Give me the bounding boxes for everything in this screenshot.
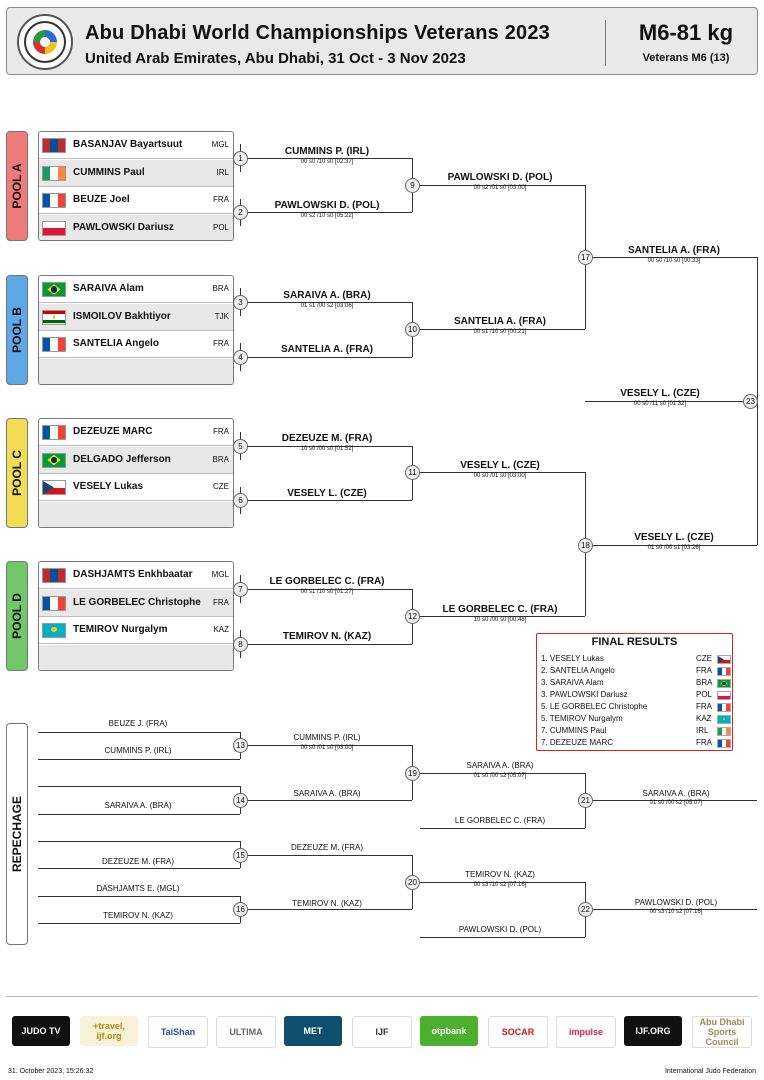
- final-result-row: [541, 714, 729, 726]
- match-number: 17: [578, 250, 593, 265]
- empty-row: [39, 645, 233, 672]
- player-row: [39, 562, 233, 589]
- player-country: FRA: [213, 195, 229, 204]
- flag-irl-icon: [42, 166, 66, 181]
- bracket-line: [38, 759, 240, 760]
- match-17-winner: SANTELIA A. (FRA): [627, 245, 721, 256]
- result-country: IRL: [696, 726, 709, 735]
- result-country: FRA: [696, 738, 712, 747]
- match-11-winner: VESELY L. (CZE): [460, 460, 540, 471]
- player-row: [39, 215, 233, 242]
- match-5-score: 10 s0 /00 s0 [01:52]: [300, 446, 354, 452]
- match-2-score: 00 s2 /10 s0 [05:22]: [300, 213, 354, 219]
- bracket-line: [420, 937, 585, 938]
- player-row: [39, 304, 233, 331]
- match-number: 22: [578, 902, 593, 917]
- flag-cze-icon: [717, 655, 731, 664]
- final-result-row: [541, 654, 729, 666]
- bracket-line: [38, 868, 240, 869]
- match-23-winner: VESELY L. (CZE): [620, 388, 700, 399]
- rep-21-bottom-name: LE GORBELEC C. (FRA): [454, 816, 546, 825]
- flag-fra-icon: [42, 193, 66, 208]
- bracket-line: [38, 896, 240, 897]
- match-5-winner: DEZEUZE M. (FRA): [281, 433, 373, 444]
- result-player: 7. DEZEUZE MARC: [541, 738, 614, 747]
- flag-pol-icon: [42, 221, 66, 236]
- flag-tjk-icon: [42, 310, 66, 325]
- flag-cze-icon: [42, 480, 66, 495]
- final-result-row: [541, 738, 729, 750]
- player-country: KAZ: [213, 625, 229, 634]
- player-name: DELGADO Jefferson: [73, 453, 171, 465]
- sponsor-logo: ULTIMA: [216, 1016, 276, 1048]
- bracket-line: [38, 814, 240, 815]
- rep-20-winner: TEMIROV N. (KAZ): [465, 870, 535, 879]
- pool-box-b: [38, 275, 234, 385]
- result-country: FRA: [696, 666, 712, 675]
- pool-tab-d: [6, 561, 28, 671]
- match-10-score: 00 s1 /10 s0 [00:21]: [473, 329, 527, 335]
- match-7-winner: LE GORBELEC C. (FRA): [269, 576, 385, 587]
- flag-mgl-icon: [42, 138, 66, 153]
- sponsor-logo: TaiShan: [148, 1016, 208, 1048]
- match-number: 10: [405, 322, 420, 337]
- final-result-row: [541, 702, 729, 714]
- pool-tab-c: [6, 418, 28, 528]
- player-row: [39, 276, 233, 303]
- player-country: POL: [212, 222, 229, 232]
- rep-13-bottom-name: CUMMINS P. (IRL): [104, 746, 172, 755]
- flag-bra-icon: [717, 679, 731, 688]
- rep-19-winner: SARAIVA A. (BRA): [466, 761, 534, 770]
- rep-19-score: 01 s0 /00 s2 [05:07]: [473, 773, 527, 779]
- match-17-score: 00 s0 /10 s0 [00:33]: [647, 258, 701, 264]
- player-name: CUMMINS Paul: [73, 166, 145, 178]
- bracket-line: [38, 786, 240, 787]
- match-number: 5: [233, 439, 248, 454]
- rep-13-top-name: BEUZE J. (FRA): [108, 719, 168, 728]
- flag-kaz-icon: [42, 623, 66, 638]
- match-number: 19: [405, 766, 420, 781]
- player-row: [39, 474, 233, 501]
- result-country: KAZ: [696, 714, 712, 723]
- category-subtitle: Veterans M6 (13): [642, 52, 730, 64]
- player-country: IRL: [216, 167, 229, 177]
- player-country: FRA: [213, 597, 229, 607]
- pool-tab-a: [6, 131, 28, 241]
- rep-14-bottom-name: SARAIVA A. (BRA): [104, 801, 172, 810]
- bracket-line: [38, 923, 240, 924]
- bracket-line: [240, 909, 412, 910]
- match-number: 9: [405, 178, 420, 193]
- final-result-row: [541, 678, 729, 690]
- match-number: 2: [233, 205, 248, 220]
- player-country: MGL: [211, 570, 229, 579]
- sponsor-logo: +travel, ijf.org: [80, 1016, 138, 1046]
- player-row: [39, 187, 233, 214]
- rep-13-score: 00 s0 /01 s0 [03:00]: [300, 745, 354, 751]
- result-country: FRA: [696, 702, 712, 711]
- flag-irl-icon: [717, 727, 731, 736]
- pool-box-a: [38, 131, 234, 241]
- player-row: [39, 419, 233, 446]
- sponsor-logo: impulse: [556, 1016, 616, 1048]
- player-country: FRA: [213, 427, 229, 436]
- player-country: BRA: [212, 454, 229, 464]
- result-player: 2. SANTELIA Angelo: [541, 666, 615, 675]
- flag-fra-icon: [42, 425, 66, 440]
- match-6-winner: VESELY L. (CZE): [287, 488, 367, 499]
- player-country: FRA: [213, 339, 229, 348]
- flag-fra-icon: [717, 739, 731, 748]
- bracket-line: [240, 644, 412, 645]
- player-row: [39, 160, 233, 187]
- sponsor-logo: JUDO TV: [12, 1016, 70, 1046]
- result-player: 3. PAWLOWSKI Dariusz: [541, 690, 628, 699]
- footer-organization: International Judo Federation: [664, 1068, 756, 1075]
- player-row: [39, 331, 233, 358]
- flag-kaz-icon: [717, 715, 731, 724]
- player-name: SANTELIA Angelo: [73, 338, 159, 349]
- match-number: 13: [233, 738, 248, 753]
- repechage-tab: [6, 723, 28, 945]
- final-result-row: [541, 666, 729, 678]
- match-number: 18: [578, 538, 593, 553]
- player-name: ISMOILOV Bakhtiyor: [73, 310, 171, 322]
- match-23-score: 00 s0 /11 s0 [01:32]: [633, 401, 687, 407]
- pool-box-c: [38, 418, 234, 528]
- match-number: 21: [578, 793, 593, 808]
- flag-fra-icon: [42, 596, 66, 611]
- match-11-score: 00 s0 /01 s0 [03:00]: [473, 473, 527, 479]
- result-country: CZE: [696, 654, 712, 663]
- weight-category: M6-81 kg: [638, 20, 734, 45]
- match-10-winner: SANTELIA A. (FRA): [453, 316, 547, 327]
- player-name: SARAIVA Alam: [73, 283, 144, 294]
- bracket-line: [240, 800, 412, 801]
- match-9-score: 00 s2 /01 s0 [03:00]: [473, 185, 527, 191]
- match-3-winner: SARAIVA A. (BRA): [283, 290, 371, 301]
- player-row: [39, 447, 233, 474]
- player-name: LE GORBELEC Christophe: [73, 596, 201, 608]
- bracket-line: [240, 500, 412, 501]
- footer-timestamp: 31. October 2023, 15:26:32: [8, 1068, 94, 1075]
- bracket-line: [240, 855, 412, 856]
- sponsor-logo: SOCAR: [488, 1016, 548, 1048]
- rep-22-bottom-name: PAWLOWSKI D. (POL): [458, 925, 542, 934]
- bracket-line: [38, 841, 240, 842]
- match-18-winner: VESELY L. (CZE): [634, 532, 714, 543]
- pool-label: POOL D: [10, 593, 24, 639]
- player-row: [39, 617, 233, 644]
- match-1-winner: CUMMINS P. (IRL): [284, 146, 370, 157]
- result-player: 5. TEMIROV Nurgalym: [541, 714, 623, 723]
- rep-15-bottom-name: DEZEUZE M. (FRA): [102, 857, 174, 866]
- player-row: [39, 590, 233, 617]
- rep-16-winner: TEMIROV N. (KAZ): [292, 899, 362, 908]
- match-number: 4: [233, 350, 248, 365]
- sponsor-logo: otpbank: [420, 1016, 478, 1046]
- player-name: VESELY Lukas: [73, 481, 144, 492]
- player-row: [39, 132, 233, 159]
- match-number: 23: [743, 394, 758, 409]
- final-results-title: FINAL RESULTS: [591, 636, 678, 648]
- player-name: BASANJAV Bayartsuut: [73, 139, 183, 150]
- rep-22-winner: PAWLOWSKI D. (POL): [634, 898, 718, 907]
- ijf-logo-icon: [17, 14, 73, 70]
- player-country: TJK: [214, 311, 229, 321]
- empty-row: [39, 359, 233, 386]
- rep-21-score: 01 s0 /00 s2 [05:07]: [649, 800, 703, 806]
- match-number: 1: [233, 151, 248, 166]
- result-player: 7. CUMMINS Paul: [541, 726, 607, 735]
- event-subtitle: United Arab Emirates, Abu Dhabi, 31 Oct - 3 Nov 2023: [85, 50, 466, 67]
- player-name: TEMIROV Nurgalym: [73, 624, 168, 635]
- result-country: BRA: [696, 678, 713, 687]
- match-2-winner: PAWLOWSKI D. (POL): [274, 200, 380, 211]
- rep-21-winner: SARAIVA A. (BRA): [642, 789, 710, 798]
- sponsor-logo: MET: [284, 1016, 342, 1046]
- result-player: 3. SARAIVA Alam: [541, 678, 604, 687]
- result-player: 1. VESELY Lukas: [541, 654, 604, 663]
- pool-label: POOL C: [10, 450, 24, 496]
- match-1-score: 00 s0 /10 s0 [02:37]: [300, 159, 354, 165]
- bracket-line: [38, 732, 240, 733]
- match-12-winner: LE GORBELEC C. (FRA): [442, 604, 558, 615]
- final-result-row: [541, 690, 729, 702]
- result-country: POL: [696, 690, 713, 699]
- flag-bra-icon: [42, 453, 66, 468]
- player-country: BRA: [212, 284, 229, 293]
- header-divider: [605, 20, 606, 66]
- pool-label: POOL A: [10, 163, 24, 209]
- match-number: 11: [405, 465, 420, 480]
- match-7-score: 00 s1 /10 s0 [01:27]: [300, 589, 354, 595]
- sponsor-divider: [6, 996, 758, 997]
- match-number: 14: [233, 793, 248, 808]
- match-9-winner: PAWLOWSKI D. (POL): [447, 172, 553, 183]
- bracket-line: [420, 828, 585, 829]
- match-number: 3: [233, 295, 248, 310]
- rep-16-bottom-name: TEMIROV N. (KAZ): [103, 911, 173, 920]
- player-country: CZE: [213, 482, 229, 491]
- match-number: 15: [233, 848, 248, 863]
- pool-box-d: [38, 561, 234, 671]
- rep-22-score: 00 s3 /10 s2 [07:16]: [649, 909, 703, 915]
- player-name: BEUZE Joel: [73, 194, 130, 205]
- repechage-label: REPECHAGE: [10, 795, 24, 873]
- pool-label: POOL B: [10, 307, 24, 353]
- flag-fra-icon: [717, 667, 731, 676]
- flag-pol-icon: [717, 691, 731, 700]
- player-name: PAWLOWSKI Dariusz: [73, 221, 174, 233]
- bracket-line: [240, 357, 412, 358]
- match-number: 8: [233, 637, 248, 652]
- sponsor-logo: IJF: [352, 1016, 412, 1048]
- flag-mgl-icon: [42, 568, 66, 583]
- rep-13-winner: CUMMINS P. (IRL): [293, 733, 361, 742]
- header: [6, 7, 758, 75]
- rep-20-score: 00 s3 /10 s2 [07:16]: [473, 882, 527, 888]
- match-12-score: 10 s0 /00 s0 [00:48]: [473, 617, 527, 623]
- flag-fra-icon: [42, 337, 66, 352]
- match-number: 20: [405, 875, 420, 890]
- match-number: 12: [405, 609, 420, 624]
- match-number: 16: [233, 902, 248, 917]
- rep-14-winner: SARAIVA A. (BRA): [293, 789, 361, 798]
- final-result-row: [541, 726, 729, 738]
- flag-fra-icon: [717, 703, 731, 712]
- match-number: 7: [233, 582, 248, 597]
- empty-row: [39, 502, 233, 529]
- match-number: 6: [233, 493, 248, 508]
- final-results: [536, 633, 733, 751]
- match-4-winner: SANTELIA A. (FRA): [280, 344, 374, 355]
- player-name: DEZEUZE MARC: [73, 426, 153, 437]
- match-18-score: 01 s0 /00 s1 [03:26]: [647, 545, 701, 551]
- result-player: 5. LE GORBELEC Christophe: [541, 702, 648, 711]
- pool-tab-b: [6, 275, 28, 385]
- player-name: DASHJAMTS Enkhbaatar: [73, 569, 193, 580]
- match-3-score: 01 s1 /00 s2 [03:06]: [300, 303, 354, 309]
- flag-bra-icon: [42, 282, 66, 297]
- match-8-winner: TEMIROV N. (KAZ): [282, 631, 372, 642]
- event-title: Abu Dhabi World Championships Veterans 2023: [85, 22, 550, 44]
- rep-16-top-name: DASHJAMTS E. (MGL): [96, 884, 180, 893]
- sponsor-logo: IJF.ORG: [624, 1016, 682, 1046]
- player-country: MGL: [211, 140, 229, 149]
- sponsor-logo: Abu Dhabi Sports Council: [692, 1016, 752, 1048]
- rep-15-winner: DEZEUZE M. (FRA): [291, 843, 363, 852]
